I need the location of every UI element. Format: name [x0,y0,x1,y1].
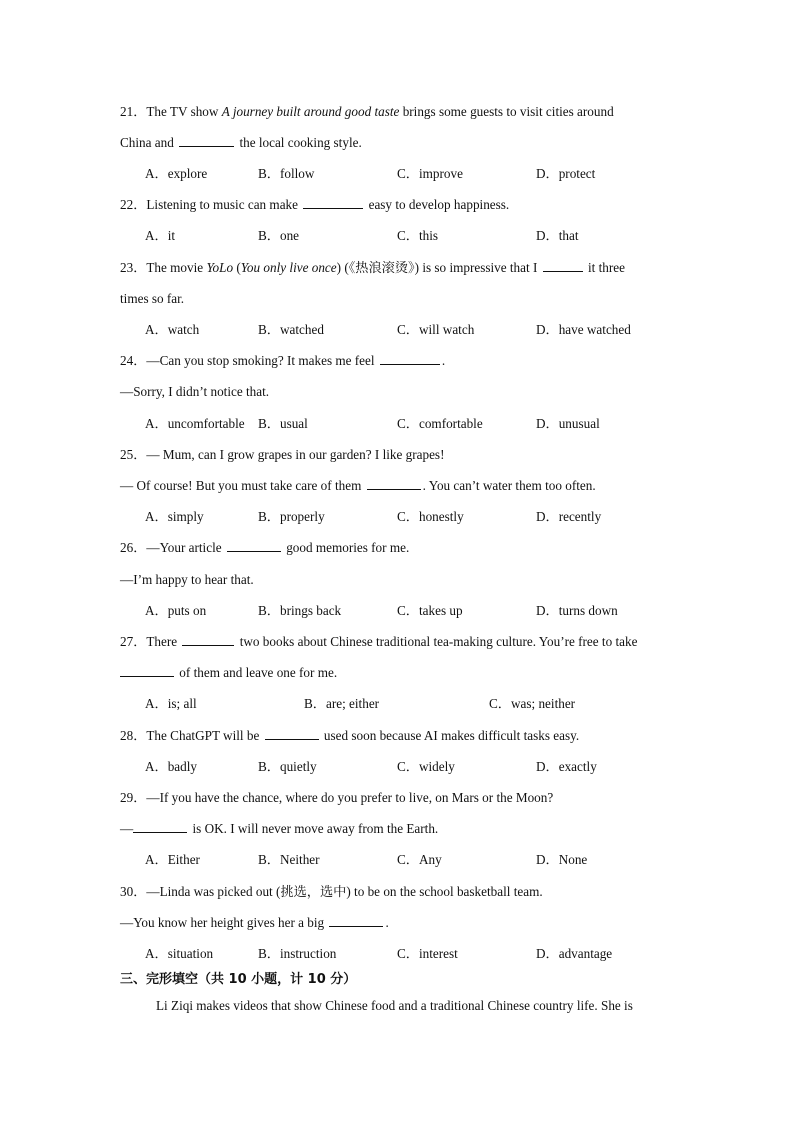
question-24-line-1: 24．—Can you stop smoking? It makes me feel . [120,353,446,368]
question-number: 28． [120,728,147,743]
option-d: D．recently [536,509,602,524]
option-a: A．Either [145,852,200,867]
option-b: B．watched [258,322,324,337]
question-29-line-2: — is OK. I will never move away from the Earth. [120,821,439,836]
question-30-line-2: —You know her height gives her a big . [120,915,389,930]
answer-blank [367,477,421,490]
question-number: 22． [120,197,147,212]
answer-blank [179,134,234,147]
question-25-line-2: — Of course! But you must take care of them . You can’t water them too often. [120,478,596,493]
option-b: B．are; either [304,696,380,711]
option-c: C．takes up [397,603,463,618]
option-d: D．advantage [536,946,613,961]
question-24-line-2: —Sorry, I didn’t notice that. [120,384,270,399]
question-22-line-1: 22．Listening to music can make easy to develop happiness. [120,197,510,212]
question-23-line-2: times so far. [120,291,185,306]
question-number: 21． [120,104,147,119]
option-d: D．turns down [536,603,618,618]
question-21-line-2: China and the local cooking style. [120,135,362,150]
option-d: D．exactly [536,759,597,774]
option-c: C．will watch [397,322,475,337]
option-d: D．unusual [536,416,600,431]
option-c: C．was; neither [489,696,576,711]
option-d: D．have watched [536,322,631,337]
option-c: C．this [397,228,439,243]
question-number: 30． [120,884,147,899]
question-number: 26． [120,540,147,555]
option-c: C．honestly [397,509,464,524]
answer-blank [182,633,234,646]
question-23-line-1: 23．The movie YoLo (You only live once) (《热浪滚烫》) is so impressive that I it three [120,260,625,275]
option-a: A．uncomfortable [145,416,245,431]
question-21-line-1: 21．The TV show A journey built around good taste brings some guests to visit cities around [120,104,614,119]
answer-blank [265,727,319,740]
option-b: B．brings back [258,603,342,618]
question-28-line-1: 28．The ChatGPT will be used soon because AI makes difficult tasks easy. [120,728,580,743]
question-27-line-1: 27．There two books about Chinese traditional tea-making culture. You’re free to take [120,634,638,649]
answer-blank [120,664,174,677]
question-number: 23． [120,260,147,275]
option-a: A．puts on [145,603,207,618]
answer-blank [133,820,187,833]
option-c: C．Any [397,852,442,867]
option-c: C．comfortable [397,416,483,431]
section-heading: 三、完形填空（共 10 小题，计 10 分） [120,972,357,987]
question-number: 24． [120,353,147,368]
option-c: C．widely [397,759,455,774]
question-26-line-2: —I’m happy to hear that. [120,572,254,587]
option-d: D．that [536,228,579,243]
passage-text: Li Ziqi makes videos that show Chinese food and a traditional Chinese country life. She is [156,998,633,1013]
answer-blank [303,196,363,209]
question-number: 27． [120,634,147,649]
option-a: A．situation [145,946,214,961]
question-30-line-1: 30．—Linda was picked out (挑选，选中) to be on the school basketball team. [120,884,543,899]
answer-blank [543,259,583,272]
question-29-line-1: 29．—If you have the chance, where do you prefer to live, on Mars or the Moon? [120,790,554,805]
option-a: A．explore [145,166,208,181]
option-c: C．interest [397,946,458,961]
option-c: C．improve [397,166,463,181]
option-b: B．properly [258,509,325,524]
question-number: 29． [120,790,147,805]
option-b: B．one [258,228,300,243]
question-27-line-2: of them and leave one for me. [120,664,337,682]
question-25-line-1: 25．— Mum, can I grow grapes in our garden? I like grapes! [120,447,445,462]
option-a: A．it [145,228,176,243]
option-a: A．is; all [145,696,197,711]
option-b: B．instruction [258,946,337,961]
answer-blank [227,539,281,552]
option-b: B．follow [258,166,315,181]
option-b: B．quietly [258,759,317,774]
option-d: D．None [536,852,588,867]
answer-blank [329,914,383,927]
option-b: B．usual [258,416,308,431]
question-26-line-1: 26．—Your article good memories for me. [120,540,410,555]
option-a: A．simply [145,509,204,524]
option-a: A．badly [145,759,198,774]
option-b: B．Neither [258,852,320,867]
question-number: 25． [120,447,147,462]
option-a: A．watch [145,322,200,337]
answer-blank [380,352,440,365]
option-d: D．protect [536,166,596,181]
